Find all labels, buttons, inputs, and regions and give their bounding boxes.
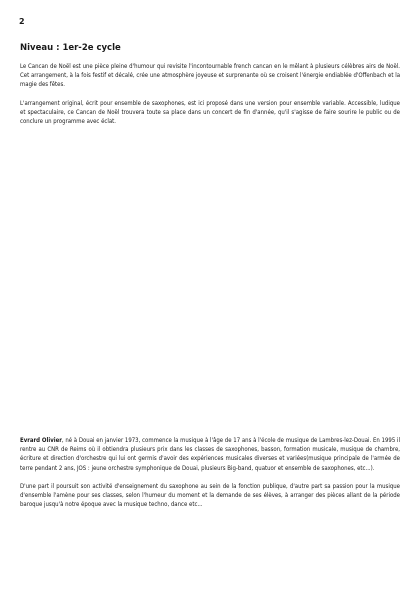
bio-text: , né à Douai en janvier 1973, commence la musique à l'âge de 17 ans à l'école de musique de Lambres-lez-Douai. En 1995 il rentre au CNR de Reims où il obtiendra plusieurs prix dans les classes de saxophones, basson, formation musicale, musique de chambre, écriture et direction d'orchestre qui lui ont germis d'avoir des expériences musicales diverses et variées(musique principale de l'armée de terre pendant 2 ans, JOS : jeune orchestre symphonique de Douai, plusieurs Big-band, quatuor et ensemble de saxophones, etc...).: [20, 437, 400, 472]
composer-name: Evrard Olivier: [20, 437, 62, 444]
intro-paragraph: Le Cancan de Noël est une pièce pleine d'humour qui revisite l'incontournable french cancan en le mêlant à plusieurs célèbres airs de Noël. Cet arrangement, à la fois festif et décalé, crée une atmosphère joyeuse et surprenante où se croisent l'énergie endiablée d'Offenbach et la magie des fêtes.: [20, 63, 400, 89]
composer-bio: [20, 436, 400, 518]
intro-text: [20, 62, 400, 135]
intro-paragraph: L'arrangement original, écrit pour ensemble de saxophones, est ici proposé dans une version pour ensemble variable. Accessible, ludique et spectaculaire, ce Cancan de Noël trouvera toute sa place dans un concert de fin d'année, qu'il s'agisse de faire sourire le public ou de conclure un programme avec éclat.: [20, 99, 400, 126]
level-heading: Niveau : 1er-2e cycle: [20, 43, 121, 53]
bio-paragraph: [20, 436, 400, 473]
page-number: 2: [19, 17, 25, 26]
bio-paragraph: D'une part il poursuit son activité d'enseignement du saxophone au sein de la fonction publique, d'autre part sa passion pour la musique d'ensemble l'amène pour ses classes, selon l'humeur du moment et la demande de ses élèves, à arranger des pièces allant de la période baroque jusqu'à notre époque avec la musique techno, dance etc...: [20, 482, 400, 509]
